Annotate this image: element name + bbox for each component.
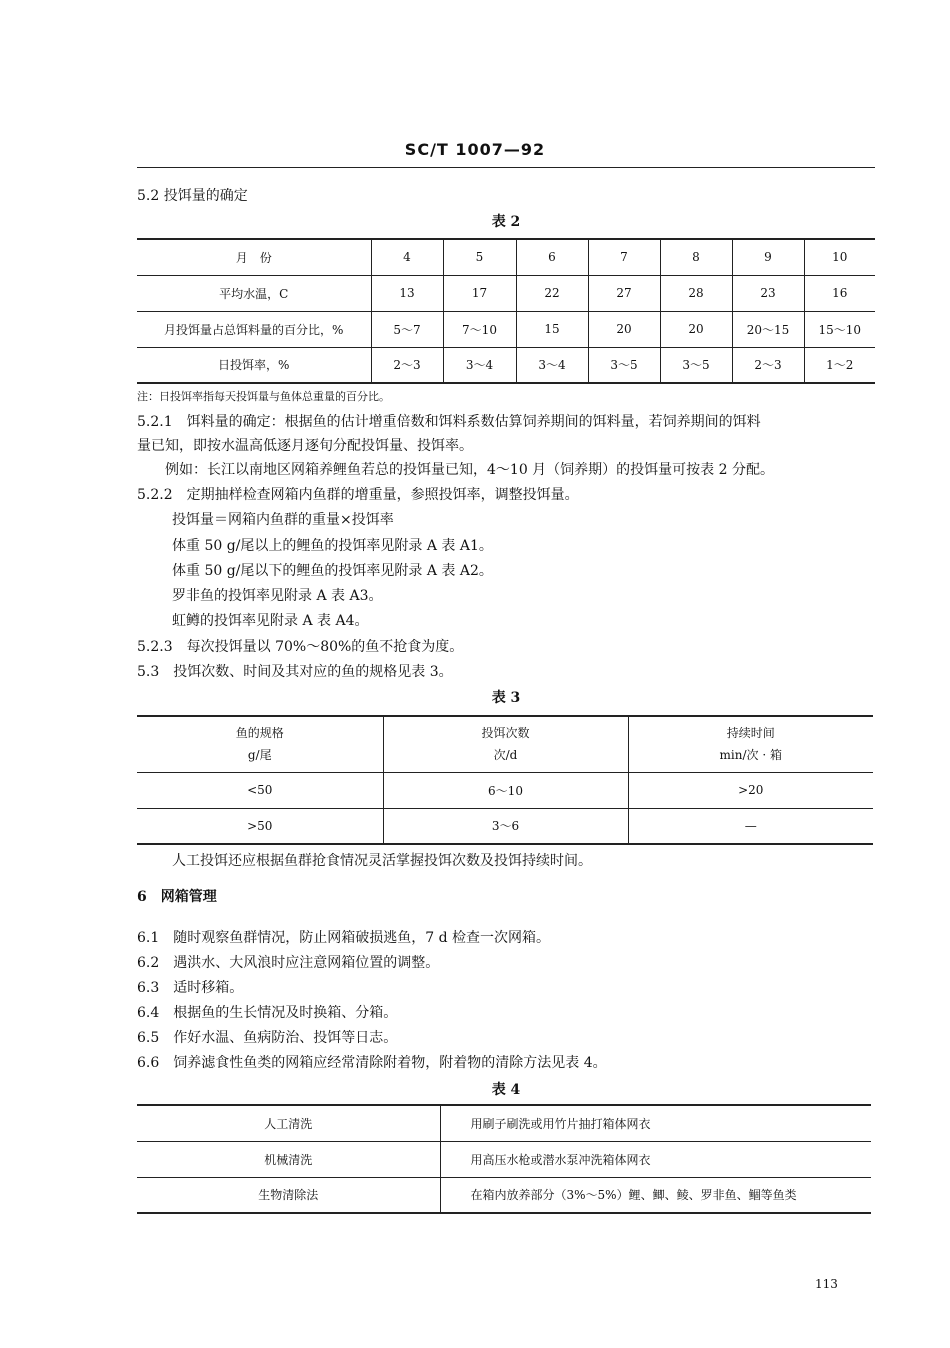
- table-2-cell: 3～5: [660, 347, 732, 383]
- table-2-row-label: 日投饵率，%: [218, 358, 290, 373]
- table-3-followup: 人工投饵还应根据鱼群抢食情况灵活掌握投饵次数及投饵持续时间。: [172, 853, 592, 869]
- table-2-row-label: 月投饵量占总饵料量的百分比，%: [164, 322, 344, 337]
- table-2-note: 注：日投饵率指每天投饵量与鱼体总重量的百分比。: [137, 390, 390, 403]
- table-2-cell: 23: [732, 275, 804, 311]
- table-4-method: 机械清洗: [264, 1152, 313, 1167]
- table-2-cell: 15～10: [804, 311, 875, 347]
- table-2: [137, 238, 875, 384]
- table-2-row: [137, 347, 875, 383]
- table-3-header-row: [137, 716, 873, 772]
- table-2-row: [137, 239, 875, 275]
- table-2-cell: 15: [516, 311, 588, 347]
- section-6-item: 6.2 遇洪水、大风浪时应注意网箱位置的调整。: [137, 955, 440, 971]
- table-4-method: 生物清除法: [258, 1188, 319, 1203]
- table-3-header-unit: g/尾: [247, 748, 272, 763]
- table-2-cell: 3～4: [516, 347, 588, 383]
- table-3: [137, 715, 873, 845]
- para-5-2-1-example: 例如：长江以南地区网箱养鲤鱼若总的投饵量已知，4～10 月（饲养期）的投饵量可按表 2 分配。: [165, 462, 774, 478]
- table-2-cell: 20: [660, 311, 732, 347]
- table-3-header-title: 持续时间: [726, 726, 775, 741]
- table-2-row: [137, 275, 875, 311]
- table-2-cell: 6: [516, 239, 588, 275]
- table-2-cell: 20: [588, 311, 660, 347]
- table-2-cell: 4: [371, 239, 443, 275]
- table-3-header-unit: 次/d: [493, 748, 518, 763]
- table-2-cell: 3～5: [588, 347, 660, 383]
- para-5-2-1-line2: 量已知，即按水温高低逐月逐旬分配投饵量、投饵率。: [137, 438, 473, 454]
- table-2-cell: 3～4: [443, 347, 516, 383]
- table-2-cell: 9: [732, 239, 804, 275]
- section-6-item: 6.1 随时观察鱼群情况，防止网箱破损逃鱼，7 d 检查一次网箱。: [137, 930, 551, 946]
- table-2-cell: 13: [371, 275, 443, 311]
- table-2-cell: 5～7: [371, 311, 443, 347]
- table-2-cell: 2～3: [732, 347, 804, 383]
- table-3-cell: <50: [247, 783, 273, 797]
- table-2-cell: 17: [443, 275, 516, 311]
- table-3-header-title: 鱼的规格: [235, 726, 284, 741]
- table-2-cell: 10: [804, 239, 875, 275]
- para-5-2-2-a1: 体重 50 g/尾以上的鲤鱼的投饵率见附录 A 表 A1。: [172, 538, 493, 554]
- table-3-header-title: 投饵次数: [481, 726, 530, 741]
- table-4-caption: 表 4: [491, 1082, 521, 1098]
- table-2-cell: 20～15: [732, 311, 804, 347]
- table-3-header-unit: min/次 · 箱: [719, 748, 782, 763]
- table-2-cell: 5: [443, 239, 516, 275]
- table-2-cell: 7: [588, 239, 660, 275]
- table-3-row: [137, 808, 873, 844]
- table-3-cell: 3～6: [383, 808, 628, 844]
- table-3-row: [137, 772, 873, 808]
- table-3-header: [383, 716, 628, 772]
- table-2-row-label: 月 份: [235, 250, 272, 265]
- section-6-item: 6.4 根据鱼的生长情况及时换箱、分箱。: [137, 1005, 398, 1021]
- table-2-cell: 28: [660, 275, 732, 311]
- section-6-item: 6.5 作好水温、鱼病防治、投饵等日志。: [137, 1030, 398, 1046]
- table-2-cell: 16: [804, 275, 875, 311]
- table-4-description: 用高压水枪或潜水泵冲洗箱体网衣: [440, 1141, 871, 1177]
- table-2-cell: 22: [516, 275, 588, 311]
- table-4-row: [137, 1105, 871, 1141]
- table-4-row: [137, 1177, 871, 1213]
- table-3-cell: >50: [247, 818, 273, 833]
- para-5-2-2-a4: 虹鳟的投饵率见附录 A 表 A4。: [172, 613, 369, 629]
- table-3-caption: 表 3: [491, 690, 521, 706]
- table-4-description: 在箱内放养部分（3%～5%）鲤、鲫、鲮、罗非鱼、鲴等鱼类: [440, 1177, 871, 1213]
- section-6-item: 6.6 饲养滤食性鱼类的网箱应经常清除附着物，附着物的清除方法见表 4。: [137, 1055, 607, 1071]
- table-3-header: [137, 716, 383, 772]
- section-5-2-title: 5.2 投饵量的确定: [137, 188, 248, 204]
- table-3-cell: 6～10: [383, 772, 628, 808]
- table-4-description: 用刷子刷洗或用竹片抽打箱体网衣: [440, 1105, 871, 1141]
- page-number: 113: [815, 1277, 838, 1291]
- table-4-row: [137, 1141, 871, 1177]
- table-2-cell: 1～2: [804, 347, 875, 383]
- para-5-2-2-a2: 体重 50 g/尾以下的鲤鱼的投饵率见附录 A 表 A2。: [172, 563, 493, 579]
- table-2-cell: 2～3: [371, 347, 443, 383]
- table-4-method: 人工清洗: [264, 1116, 313, 1131]
- table-2-row: [137, 311, 875, 347]
- section-6-title: 6 网箱管理: [137, 889, 217, 905]
- header-rule: [137, 167, 875, 168]
- para-5-2-2-a3: 罗非鱼的投饵率见附录 A 表 A3。: [172, 588, 383, 604]
- table-2-cell: 7～10: [443, 311, 516, 347]
- table-4: [137, 1104, 871, 1214]
- section-5-3: 5.3 投饵次数、时间及其对应的鱼的规格见表 3。: [137, 664, 453, 680]
- table-2-caption: 表 2: [491, 214, 521, 230]
- section-6-item: 6.3 适时移箱。: [137, 980, 244, 996]
- para-5-2-3: 5.2.3 每次投饵量以 70%～80%的鱼不抢食为度。: [137, 639, 464, 655]
- table-2-cell: 8: [660, 239, 732, 275]
- table-2-row-label: 平均水温，C: [219, 286, 289, 301]
- table-3-cell: >20: [628, 772, 873, 808]
- table-3-header: [628, 716, 873, 772]
- para-5-2-1-line1: 5.2.1 饵料量的确定：根据鱼的估计增重倍数和饵料系数估算饲养期间的饵料量，若饲养期间的饵料: [137, 414, 761, 430]
- document-code: SC/T 1007—92: [404, 140, 546, 159]
- table-2-cell: 27: [588, 275, 660, 311]
- table-3-cell: —: [628, 808, 873, 844]
- para-5-2-2-line1: 5.2.2 定期抽样检查网箱内鱼群的增重量，参照投饵率，调整投饵量。: [137, 487, 579, 503]
- para-5-2-2-formula: 投饵量＝网箱内鱼群的重量×投饵率: [172, 512, 394, 528]
